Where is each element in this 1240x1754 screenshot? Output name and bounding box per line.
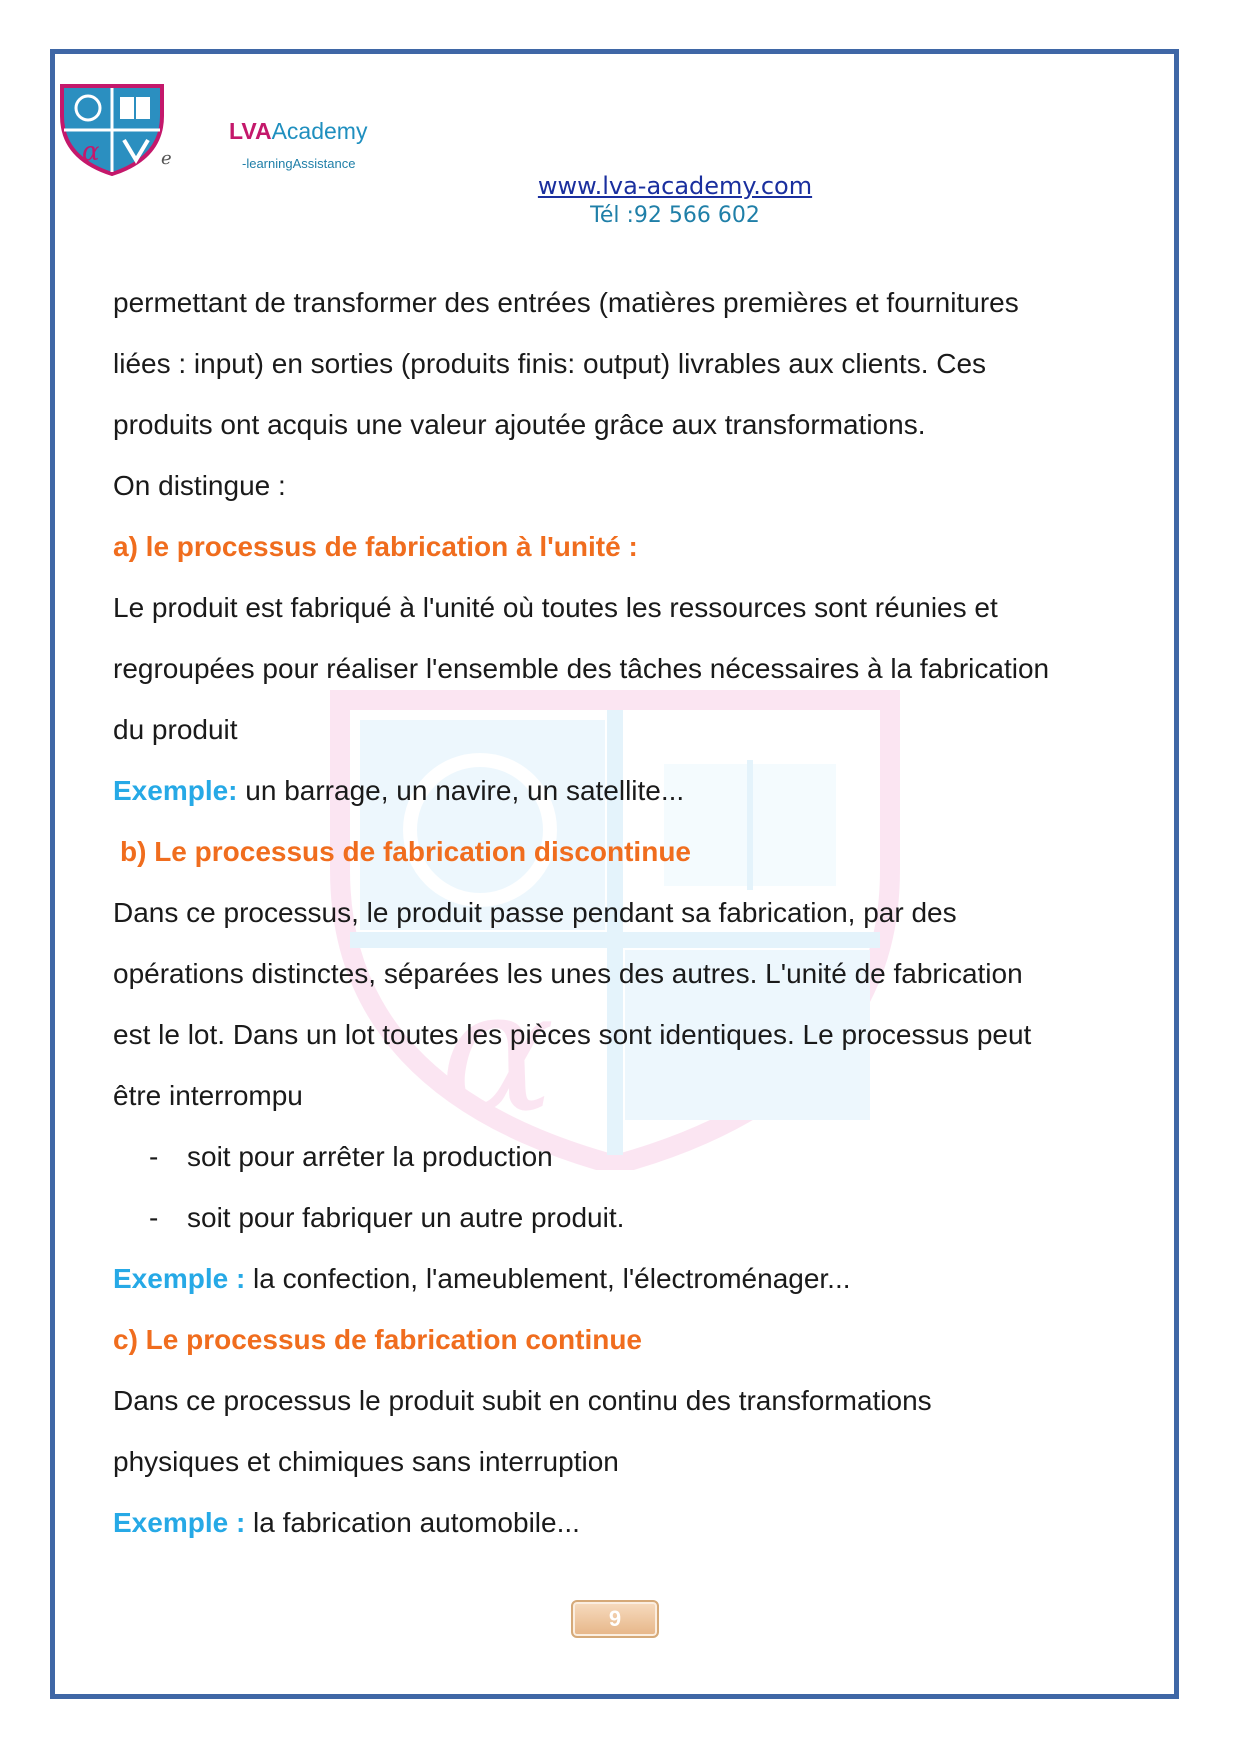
example-label: Exemple :: [113, 1263, 246, 1294]
section-a-line: du produit: [113, 714, 238, 745]
page-number-badge: 9: [571, 1600, 659, 1638]
example-text: un barrage, un navire, un satellite...: [237, 775, 685, 806]
section-b-line: opérations distinctes, séparées les unes des autres. L'unité de fabrication: [113, 958, 1023, 989]
heading-section-c: c) Le processus de fabrication continue: [113, 1324, 643, 1355]
brand-name: [229, 120, 367, 143]
section-b-line: est le lot. Dans un lot toutes les pièces sont identiques. Le processus peut: [113, 1019, 1032, 1050]
example-c: [113, 1492, 1133, 1553]
heading-section-b: b) Le processus de fabrication discontinue: [120, 836, 691, 867]
intro-line: liées : input) en sorties (produits finis: output) livrables aux clients. Ces: [113, 348, 987, 379]
intro-line: permettant de transformer des entrées (matières premières et fournitures: [113, 287, 1019, 318]
example-a: [113, 760, 1133, 821]
section-c-line: physiques et chimiques sans interruption: [113, 1446, 619, 1477]
bullet-item: [113, 1126, 1133, 1187]
bullet-text: soit pour fabriquer un autre produit.: [187, 1202, 625, 1233]
phone-number: Tél :92 566 602: [590, 203, 760, 228]
brand-subtitle: -learningAssistance: [242, 156, 356, 171]
brand-academy: Academy: [271, 118, 368, 144]
example-text: la confection, l'ameublement, l'électroménager...: [245, 1263, 851, 1294]
section-c-line: Dans ce processus le produit subit en continu des transformations: [113, 1385, 932, 1416]
section-a-line: Le produit est fabriqué à l'unité où toutes les ressources sont réunies et: [113, 592, 998, 623]
bullet-item: [113, 1187, 1133, 1248]
dash-bullet-icon: -: [149, 1141, 159, 1172]
section-b-line: Dans ce processus, le produit passe pendant sa fabrication, par des: [113, 897, 957, 928]
svg-text:α: α: [440, 953, 555, 1151]
intro-line: produits ont acquis une valeur ajoutée grâce aux transformations.: [113, 409, 926, 440]
example-label: Exemple :: [113, 1507, 246, 1538]
heading-section-a: a) le processus de fabrication à l'unité :: [113, 531, 638, 562]
logo-e-letter: e: [161, 148, 172, 169]
example-b: [113, 1248, 1133, 1309]
document-body: [113, 272, 1133, 1553]
distinguish-text: On distingue :: [113, 470, 286, 501]
section-b-line: être interrompu: [113, 1080, 303, 1111]
svg-text:α: α: [82, 137, 100, 167]
example-label: Exemple:: [113, 775, 238, 806]
section-a-line: regroupées pour réaliser l'ensemble des tâches nécessaires à la fabrication: [113, 653, 1050, 684]
brand-lva: LVA: [229, 118, 272, 144]
academy-logo: [58, 80, 166, 176]
example-text: la fabrication automobile...: [245, 1507, 580, 1538]
bullet-text: soit pour arrêter la production: [187, 1141, 553, 1172]
dash-bullet-icon: -: [149, 1202, 159, 1233]
website-link[interactable]: www.lva-academy.com: [537, 172, 813, 200]
